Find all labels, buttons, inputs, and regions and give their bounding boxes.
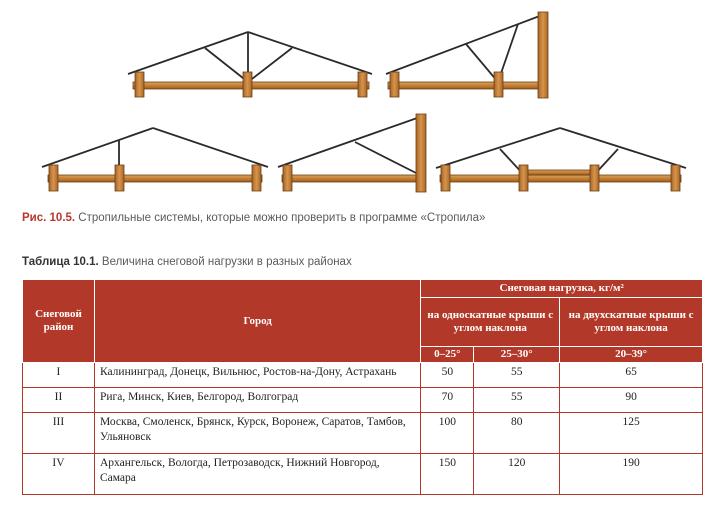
header-angle-25-30: 25–30°: [474, 347, 560, 363]
value-cell: 190: [560, 454, 703, 495]
region-cell: IV: [23, 454, 95, 495]
table-caption: [22, 256, 352, 268]
value-cell: 55: [474, 388, 560, 413]
header-single-slope: на односкатные крыши с углом наклона: [421, 298, 560, 347]
figure-caption-text: Стропильные системы, которые можно проверить в программе «Стропила»: [75, 212, 486, 224]
value-cell: 70: [421, 388, 474, 413]
header-double-slope: на двухскатные крыши с углом наклона: [560, 298, 703, 347]
cities-cell: Москва, Смоленск, Брянск, Курск, Воронеж, Саратов, Тамбов, Ульяновск: [94, 413, 420, 454]
cities-cell: Калининград, Донецк, Вильнюс, Ростов-на-Дону, Астрахань: [94, 363, 420, 388]
value-cell: 80: [474, 413, 560, 454]
region-cell: II: [23, 388, 95, 413]
rafter-diagram-4: [278, 114, 426, 192]
cities-cell: Архангельск, Вологда, Петрозаводск, Нижний Новгород, Самара: [94, 454, 420, 495]
figure-caption-number: Рис. 10.5.: [22, 212, 76, 224]
header-region: Снеговой район: [23, 280, 95, 363]
table-caption-number: Таблица 10.1.: [22, 256, 99, 268]
rafter-diagram-2: [386, 12, 548, 98]
rafter-diagram-5: [436, 128, 686, 191]
value-cell: 120: [474, 454, 560, 495]
value-cell: 90: [560, 388, 703, 413]
rafter-systems-illustration: [0, 0, 717, 205]
table-row: [23, 363, 703, 388]
table-row: [23, 413, 703, 454]
value-cell: 100: [421, 413, 474, 454]
header-snow-load: Снеговая нагрузка, кг/м²: [421, 280, 703, 298]
snow-load-table: [22, 279, 703, 495]
table-caption-text: Величина снеговой нагрузки в разных районах: [98, 256, 352, 268]
value-cell: 50: [421, 363, 474, 388]
cities-cell: Рига, Минск, Киев, Белгород, Волгоград: [94, 388, 420, 413]
rafter-diagram-1: [128, 32, 372, 97]
value-cell: 150: [421, 454, 474, 495]
table-row: [23, 388, 703, 413]
region-cell: III: [23, 413, 95, 454]
table-row: [23, 454, 703, 495]
value-cell: 65: [560, 363, 703, 388]
header-angle-20-39: 20–39°: [560, 347, 703, 363]
value-cell: 125: [560, 413, 703, 454]
figure-caption: [22, 212, 485, 224]
value-cell: 55: [474, 363, 560, 388]
region-cell: I: [23, 363, 95, 388]
header-city: Город: [94, 280, 420, 363]
rafter-diagram-3: [42, 128, 268, 191]
header-angle-0-25: 0–25°: [421, 347, 474, 363]
